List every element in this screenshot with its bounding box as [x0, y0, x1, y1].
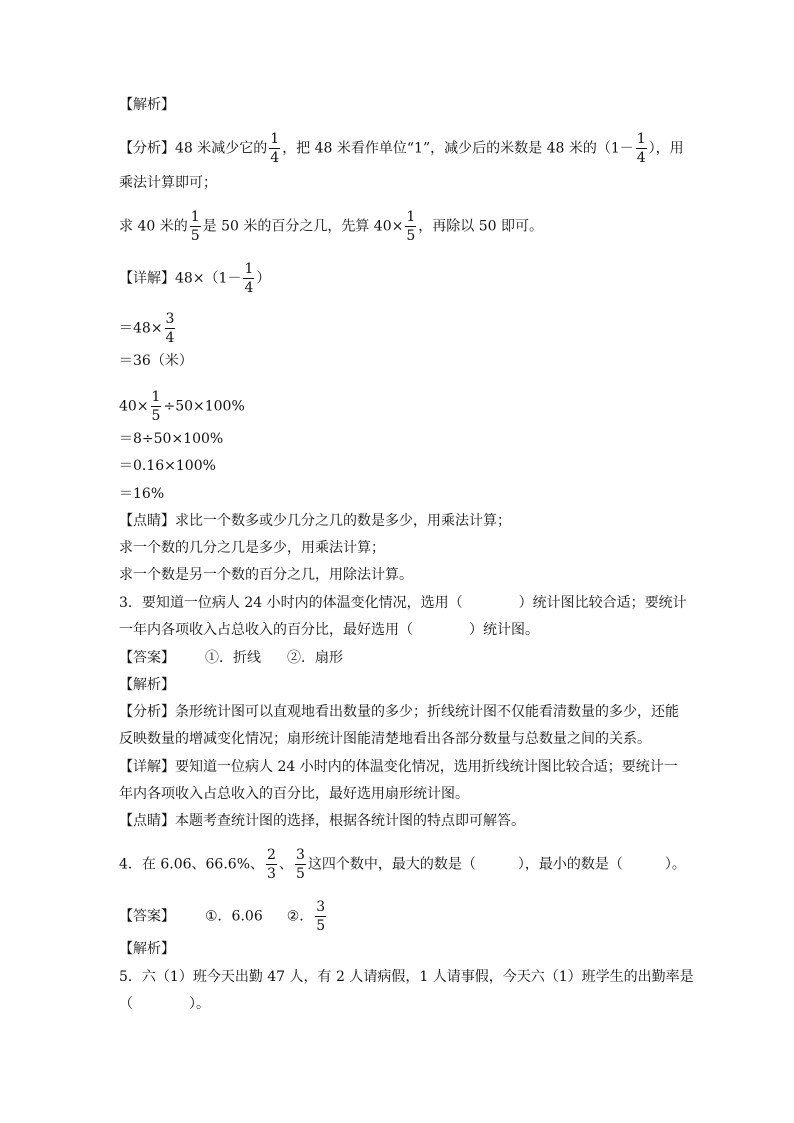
q3-line-2: 一年内各项收入占总收入的百分比，最好选用（ ）统计图。 [119, 622, 539, 638]
q3-detail-line-1: 【详解】要知道一位病人 24 小时内的体温变化情况，选用折线统计图比较合适；要统计一 [119, 759, 678, 775]
q3-analysis-line-2: 反映数量的增减变化情况；扇形统计图能清楚地看出各部分数量与总数量之间的关系。 [119, 731, 651, 747]
q3-detail-line-2: 年内各项收入占总收入的百分比，最好选用扇形统计图。 [119, 786, 469, 802]
fraction: $\frac{1}{4}$ [636, 131, 646, 166]
detail-line-3: ＝36（米） [119, 353, 193, 369]
analysis-text: 48 米减少它的 [175, 140, 268, 157]
answer-tag: 【答案】 [119, 908, 175, 925]
detail-line-2: ＝48× $\frac{3}{4}$ [119, 311, 175, 346]
q3-answer: 【答案】 ①．折线 ②．扇形 [119, 650, 343, 666]
detail-line-1: 【详解】48×（1－ $\frac{1}{4}$ ） [119, 261, 271, 296]
comment-tag: 【点睛】 [119, 513, 175, 529]
detail-line-5: ＝8÷50×100% [119, 431, 224, 447]
q3-parse-header: 【解析】 [119, 677, 175, 693]
fraction: $\frac{2}{3}$ [267, 847, 276, 882]
fraction: $\frac{3}{4}$ [165, 311, 175, 346]
q5-line-1: 5．六（1）班今天出勤 47 人，有 2 人请病假，1 人请事假，今天六（1）班学生的出勤率是 [119, 969, 694, 985]
q4-parse-header: 【解析】 [119, 941, 175, 957]
analysis-tag: 【分析】 [119, 140, 175, 157]
fraction: $\frac{1}{5}$ [406, 209, 416, 244]
detail-tag: 【详解】 [119, 270, 175, 287]
detail-tag: 【详解】 [119, 759, 175, 775]
q5-line-2: （ ）。 [119, 996, 210, 1012]
fraction: $\frac{3}{5}$ [316, 899, 326, 934]
fraction: $\frac{1}{4}$ [244, 261, 254, 296]
comment-line-2: 求一个数的几分之几是多少，用乘法计算； [119, 540, 385, 556]
q3-comment: 【点睛】本题考查统计图的选择，根据各统计图的特点即可解答。 [119, 813, 525, 829]
answer-tag: 【答案】 [119, 650, 175, 666]
q3-analysis-line-1: 【分析】条形统计图可以直观地看出数量的多少；折线统计图不仅能看清数量的多少，还能 [119, 704, 679, 720]
fraction: $\frac{3}{5}$ [295, 847, 305, 882]
q3-line-1: 3．要知道一位病人 24 小时内的体温变化情况，选用（ ）统计图比较合适；要统计 [119, 595, 687, 611]
analysis-line-1 [119, 132, 684, 165]
analysis-text: ），用 [648, 140, 684, 157]
fraction: $\frac{1}{4}$ [270, 131, 280, 166]
comment-tag: 【点睛】 [119, 813, 175, 829]
fraction: $\frac{1}{5}$ [151, 389, 161, 424]
analysis-tag: 【分析】 [119, 704, 175, 720]
fraction: $\frac{1}{5}$ [190, 209, 200, 244]
analysis-header: 【解析】 [119, 97, 175, 113]
analysis-text: ，把 48 米看作单位“1”，减少后的米数是 48 米的（1－ [282, 140, 634, 157]
comment-line-1: 【点睛】求比一个数多或少几分之几的数是多少，用乘法计算； [119, 513, 511, 529]
analysis-line-3: 求 40 米的 $\frac{1}{5}$ 是 50 米的百分之几，先算 40× $\frac{1}{5}$ ，再除以 50 即可。 [119, 209, 543, 244]
detail-line-4: 40× $\frac{1}{5}$ ÷50×100% [119, 389, 245, 424]
detail-line-7: ＝16% [119, 486, 165, 502]
analysis-line-2: 乘法计算即可； [119, 175, 217, 191]
detail-line-6: ＝0.16×100% [119, 458, 216, 474]
q4-line: 4．在 6.06、66.6%、 $\frac{2}{3}$ 、 $\frac{3}{5}$ 这四个数中，最大的数是（ ），最小的数是（ ）。 [119, 847, 686, 882]
comment-line-3: 求一个数是另一个数的百分之几，用除法计算。 [119, 567, 413, 583]
q4-answer: 【答案】 ①．6.06 ②． $\frac{3}{5}$ [119, 899, 326, 934]
